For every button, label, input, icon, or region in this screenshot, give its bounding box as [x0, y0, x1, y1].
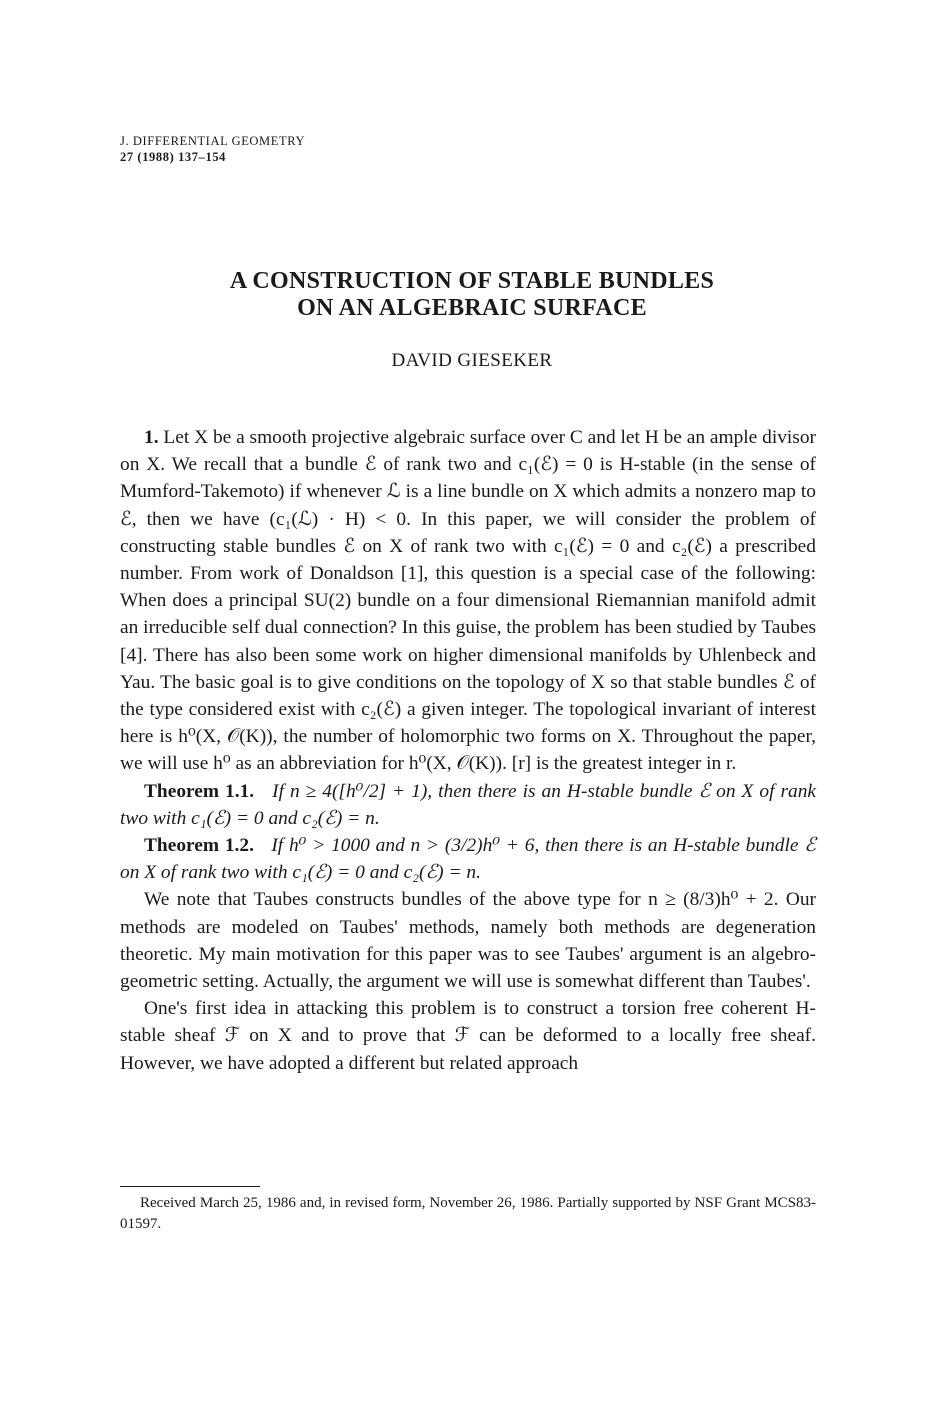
author: DAVID GIESEKER	[391, 350, 553, 371]
paragraph-taubes: We note that Taubes constructs bundles of the above type for n ≥ (8/3)h⁰ + 2. Our methods are modeled on Taubes' methods, namely both methods are degeneration theoretic. My main motivation for this paper was to see Taubes' argument is an algebro-geometric setting. Actually, the argument we will use is somewhat different than Taubes'.	[120, 889, 816, 993]
journal-name: J. DIFFERENTIAL GEOMETRY	[120, 134, 306, 148]
paper-title	[0, 268, 944, 322]
section-1-paragraph	[120, 424, 816, 778]
theorem-1-2	[120, 832, 816, 886]
footnote-rule	[120, 1186, 260, 1187]
theorem-1-2-text: If h⁰ > 1000 and n > (3/2)h⁰ + 6, then there is an H-stable bundle ℰ on X of rank two with c₁(ℰ) = 0 and c₂(ℰ) = n.	[120, 835, 816, 884]
paragraph-first-idea: One's first idea in attacking this problem is to construct a torsion free coherent H-stable sheaf ℱ on X and to prove that ℱ can be deformed to a locally free sheaf. However, we have adopted a different but related approach	[120, 998, 816, 1074]
theorem-1-1-text: If n ≥ 4([h⁰/2] + 1), then there is an H-stable bundle ℰ on X of rank two with c₁(ℰ) = 0 and c₂(ℰ) = n.	[120, 780, 817, 829]
journal-volume: 27 (1988) 137–154	[120, 150, 227, 164]
title-line-1: A CONSTRUCTION OF STABLE BUNDLES	[229, 268, 715, 294]
section-1-text: Let X be a smooth projective algebraic surface over C and let H be an ample divisor on X. We recall that a bundle ℰ of rank two and c₁(ℰ) = 0 is H-stable (in the sense of Mumford-Takemoto) if whenever ℒ is a line bundle on X which admits a nonzero map to ℰ, then we have (c₁(ℒ) · H) < 0. In this paper, we will consider the problem of constructing stable bundles ℰ on X of rank two with c₁(ℰ) = 0 and c₂(ℰ) a prescribed number. From work of Donaldson [1], this question is a special case of the following: When does a principal SU(2) bundle on a four dimensional Riemannian manifold admit an irreducible self dual connection? In this guise, the problem has been studied by Taubes [4]. There has also been some work on higher dimensional manifolds by Uhlenbeck and Yau. The basic goal is to give conditions on the topology of X so that stable bundles ℰ of the type considered exist with c₂(ℰ) a given integer. The topological invariant of interest here is h⁰(X, 𝒪(K)), the number of holomorphic two forms on X. Throughout the paper, we will use h⁰ as an abbreviation for h⁰(X, 𝒪(K)). [r] is the greatest integer in r.	[120, 427, 816, 775]
section-number: 1.	[144, 427, 159, 448]
journal-header	[120, 133, 305, 165]
title-line-2: ON AN ALGEBRAIC SURFACE	[297, 295, 647, 321]
theorem-1-1	[120, 778, 816, 832]
footnote: Received March 25, 1986 and, in revised form, November 26, 1986. Partially supported by NSF Grant MCS83-01597.	[120, 1195, 816, 1232]
body-text	[120, 424, 816, 1077]
theorem-1-1-label: Theorem 1.1.	[144, 780, 255, 802]
theorem-1-2-label: Theorem 1.2.	[144, 835, 254, 857]
